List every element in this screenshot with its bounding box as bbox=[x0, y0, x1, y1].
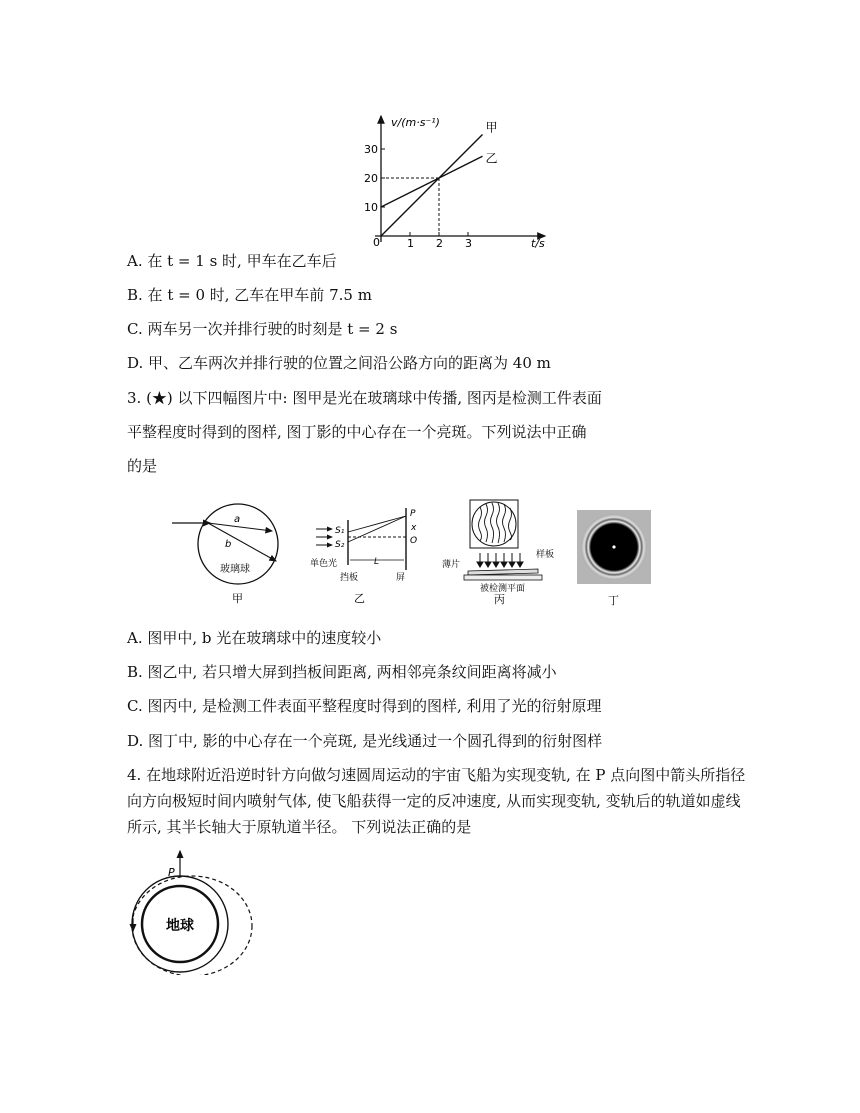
x-tick-label-2: 2 bbox=[436, 237, 443, 250]
q3-option-a: A. 图甲中, b 光在玻璃球中的速度较小 bbox=[127, 629, 382, 647]
vt-chart bbox=[355, 110, 555, 250]
slit-ray-1 bbox=[348, 516, 406, 532]
p-label: P bbox=[410, 509, 416, 519]
figure-ding bbox=[575, 508, 655, 608]
x-tick-label-3: 3 bbox=[465, 237, 472, 250]
ray-a-label: a bbox=[234, 514, 241, 525]
y-tick-label-10: 10 bbox=[364, 201, 378, 214]
slit-ray-2 bbox=[348, 516, 406, 542]
y-tick-label-30: 30 bbox=[364, 143, 378, 156]
light-label: 单色光 bbox=[310, 559, 338, 569]
earth-label: 地球 bbox=[166, 918, 194, 934]
down-arrows bbox=[477, 553, 523, 567]
sample-plate bbox=[468, 569, 538, 575]
l-label: L bbox=[374, 557, 380, 567]
q3-option-b: B. 图乙中, 若只增大屏到挡板间距离, 两相邻亮条纹间距离将减小 bbox=[127, 663, 557, 681]
ray-b-label: b bbox=[225, 539, 232, 550]
series-label-yi: 乙 bbox=[485, 151, 498, 166]
figure-bing-caption: 丙 bbox=[494, 593, 505, 606]
origin-label: 0 bbox=[373, 236, 380, 249]
q3-option-c: C. 图丙中, 是检测工件表面平整程度时得到的图样, 利用了光的衍射原理 bbox=[127, 697, 602, 715]
thin-label: 薄片 bbox=[442, 560, 461, 570]
q2-option-c: C. 两车另一次并排行驶的时刻是 t = 2 s bbox=[127, 320, 398, 338]
ray-b-line bbox=[208, 523, 276, 561]
q2-option-d: D. 甲、乙车两次并排行驶的位置之间沿公路方向的距离为 40 m bbox=[127, 354, 551, 372]
q3-stem-line-3: 的是 bbox=[127, 457, 158, 475]
q3-stem-line-1: 3. (★) 以下四幅图片中: 图甲是光在玻璃球中传播, 图丙是检测工件表面 bbox=[127, 389, 602, 407]
figure-jia bbox=[170, 500, 305, 610]
figure-ding-caption: 丁 bbox=[608, 594, 619, 607]
screen-label: 屏 bbox=[396, 573, 406, 583]
glass-ball-label: 玻璃球 bbox=[220, 564, 250, 575]
series-line-jia bbox=[381, 135, 483, 237]
series-line-yi bbox=[381, 156, 483, 207]
o-label: O bbox=[410, 536, 418, 546]
figure-yi-caption: 乙 bbox=[354, 592, 365, 605]
q3-stem-line-2: 平整程度时得到的图样, 图丁影的中心存在一个亮斑。下列说法中正确 bbox=[127, 423, 587, 441]
pattern-frame bbox=[470, 500, 518, 548]
baffle-label: 挡板 bbox=[340, 573, 359, 583]
figure-bing bbox=[440, 495, 570, 610]
s1-label: S₁ bbox=[335, 526, 345, 536]
p-point-label: P bbox=[168, 866, 175, 879]
orbit-figure bbox=[120, 845, 270, 975]
x-label: x bbox=[411, 523, 417, 533]
y-tick-label-20: 20 bbox=[364, 172, 378, 185]
figure-jia-caption: 甲 bbox=[232, 592, 243, 605]
series-label-jia: 甲 bbox=[485, 120, 498, 135]
test-surface bbox=[464, 575, 542, 580]
x-axis-label: t/s bbox=[531, 237, 545, 250]
q3-option-d: D. 图丁中, 影的中心存在一个亮斑, 是光线通过一个圆孔得到的衍射图样 bbox=[127, 732, 603, 750]
wavy-fringes bbox=[479, 503, 512, 543]
q4-stem: 4. 在地球附近沿逆时针方向做匀速圆周运动的宇宙飞船为实现变轨, 在 P 点向图中箭头所指径向方向极短时间内喷射气体, 使飞船获得一定的反冲速度, 从而实现变轨, 变轨后的轨道如虚线所示, 其半长轴大于原轨道半径。 下列说法正确的是 bbox=[127, 766, 746, 836]
ding-bright-spot bbox=[612, 545, 615, 548]
x-tick-label-1: 1 bbox=[407, 237, 414, 250]
surface-label: 被检测平面 bbox=[480, 584, 526, 594]
q2-option-a: A. 在 t = 1 s 时, 甲车在乙车后 bbox=[127, 252, 337, 270]
q2-option-b: B. 在 t = 0 时, 乙车在甲车前 7.5 m bbox=[127, 286, 372, 304]
y-axis-label: v/(m·s⁻¹) bbox=[391, 116, 440, 129]
figure-yi bbox=[310, 500, 430, 610]
s2-label: S₂ bbox=[335, 540, 345, 550]
sample-label: 样板 bbox=[536, 550, 555, 560]
